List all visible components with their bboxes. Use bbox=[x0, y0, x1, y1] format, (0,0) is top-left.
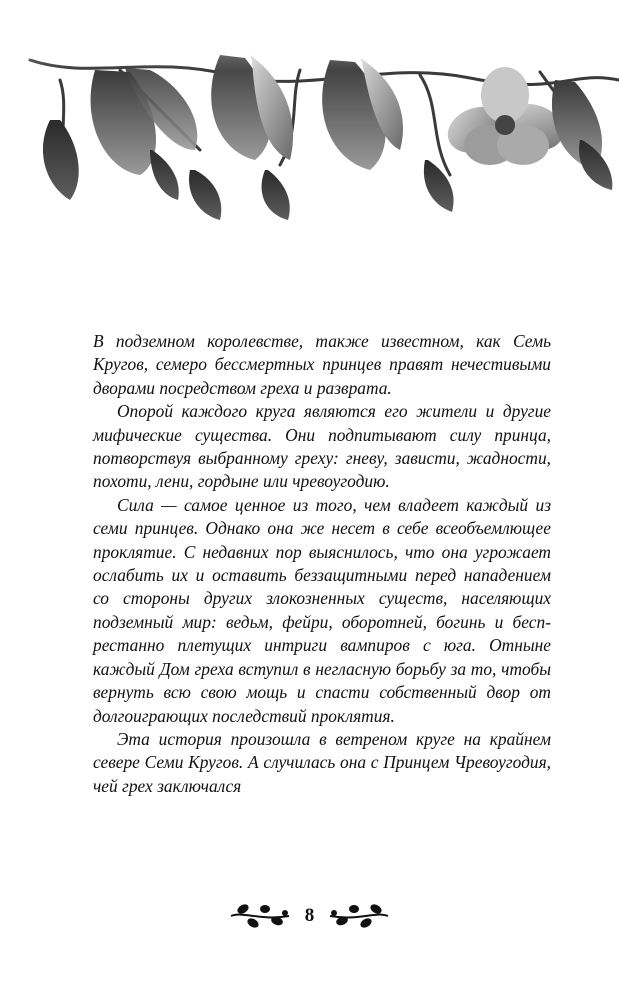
paragraph: Опорой каждого круга являются его жители и другие мифические существа. Они подпитывают силу принца, потворствуя выбранному греху: гневу, зависти, жадности, похоти, лени, гордыне или чревоугодию. bbox=[93, 401, 551, 492]
paragraph: Эта история произошла в ветреном круге на крайнем севере Семи Кругов. А случилась она с Принцем Чревоугодия, чей грех заключался bbox=[93, 728, 551, 796]
page-number: 8 bbox=[304, 905, 315, 926]
paragraph: В подземном королевстве, также известном, как Семь Кругов, семеро бессмертных принцев правят нечестивыми дворами посредством греха и разврата. bbox=[93, 331, 551, 398]
magnolia-illustration bbox=[0, 0, 619, 235]
page-footer bbox=[0, 896, 619, 936]
flower-ornament-right-icon bbox=[328, 899, 390, 933]
paragraph: Сила — самое ценное из того, чем владеет каждый из семи принцев. Однако она же несет в себе всеобъемлющее проклятие. С недавних пор выяснилось, что она угрожает ослабить их и оставить беззащитными перед нападением со стороны других злокозненных существ, населяющих подземный мир: ведьм, фейри, оборотней, богинь и беспрестанно плетущих интриги вампиров с юга. Отныне каждый Дом греха вступил в негласную борьбу за то, чтобы вернуть всю свою мощь и спасти собственный двор от долгоиграющих последствий проклятия. bbox=[93, 494, 551, 726]
body-text bbox=[93, 330, 551, 798]
flower-ornament-left-icon bbox=[229, 899, 291, 933]
